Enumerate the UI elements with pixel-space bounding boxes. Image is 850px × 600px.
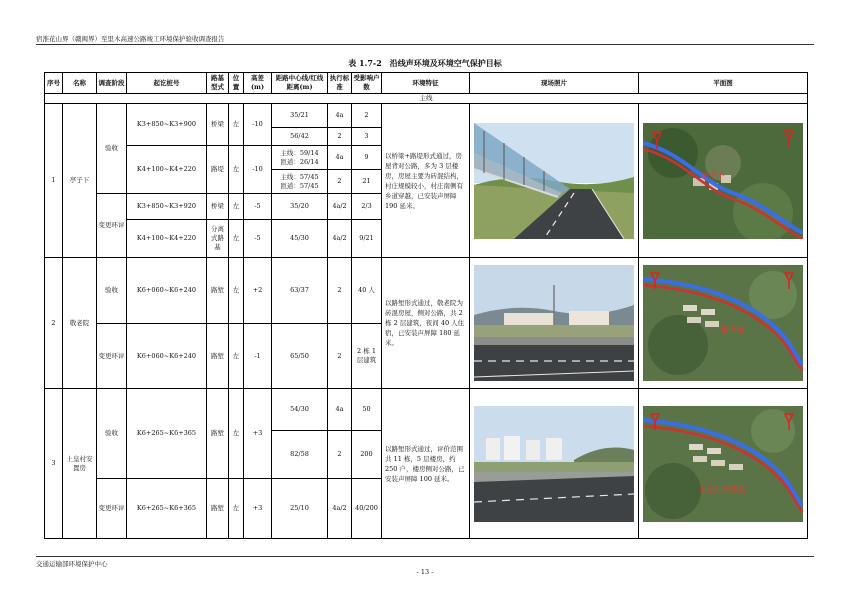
cell-standard: 2: [328, 431, 352, 479]
cell-distance: 63/37: [272, 258, 328, 324]
cell-standard: 4a: [328, 146, 352, 170]
cell-chainage: K6+265~K6+365: [127, 389, 207, 479]
site-plan-map: [643, 123, 803, 239]
cell-households: 40/200: [352, 479, 382, 539]
cell-standard: 2: [328, 324, 352, 389]
cell-standard: 4a/2: [328, 194, 352, 220]
cell-photo: [470, 389, 639, 539]
cell-stage: 变更环评: [97, 324, 127, 389]
map-label: 敬老院: [721, 326, 745, 335]
col-header: 高差(m): [244, 73, 272, 94]
cell-chainage: K4+100~K4+220: [127, 146, 207, 194]
cell-map: [639, 258, 808, 389]
cell-side: 左: [229, 194, 244, 220]
cell-description: 以桥梁+路堤形式通过，房屋背对公路，多为 3 层楼房，房屋主要为砖混结构，村庄规模较小，村庄南侧有乡道穿越，已安装声屏障 190 延米。: [382, 104, 470, 258]
cell-distance: 54/30: [272, 389, 328, 431]
cell-households: 2 栋 1 层建筑: [352, 324, 382, 389]
col-header: 序号: [45, 73, 63, 94]
cell-description: 以路堑形式通过，敬老院为砖混房屋，侧对公路，共 2 栋 2 层建筑，夜间 40 人住宿，已安装声屏障 180 延米。: [382, 258, 470, 389]
cell-map: [639, 389, 808, 539]
cell-stage: 变更环评: [97, 479, 127, 539]
cell-roadbed: 路堑: [207, 389, 229, 479]
col-header: 名称: [63, 73, 97, 94]
cell-side: 左: [229, 220, 244, 258]
cell-roadbed: 路堤: [207, 146, 229, 194]
footer-rule: [36, 556, 814, 557]
cell-chainage: K6+060~K6+240: [127, 258, 207, 324]
cell-standard: 4a/2: [328, 220, 352, 258]
col-header: 执行标准: [328, 73, 352, 94]
header-rule: [36, 44, 814, 45]
cell-roadbed: 分离式路基: [207, 220, 229, 258]
cell-roadbed: 桥梁: [207, 194, 229, 220]
cell-standard: 4a: [328, 389, 352, 431]
cell-map: [639, 104, 808, 258]
map-label: 亭子下: [701, 170, 725, 180]
cell-photo: [470, 104, 639, 258]
header-row: [45, 73, 808, 94]
cell-height: -5: [244, 220, 272, 258]
table-row: [45, 104, 808, 128]
map-label: 上皇村安置房: [699, 484, 747, 494]
cell-distance: 56/42: [272, 128, 328, 146]
cell-height: -10: [244, 146, 272, 194]
cell-households: 2: [352, 104, 382, 128]
col-header: 距路中心线/红线距离(m): [272, 73, 328, 94]
cell-name: 上皇村安置房: [63, 389, 97, 539]
cell-chainage: K6+265~K6+365: [127, 479, 207, 539]
cell-households: 3: [352, 128, 382, 146]
cell-distance: 65/50: [272, 324, 328, 389]
col-header: 调查阶段: [97, 73, 127, 94]
cell-side: 左: [229, 479, 244, 539]
page-number: - 13 -: [416, 568, 434, 576]
cell-roadbed: 路堑: [207, 479, 229, 539]
table-row: [45, 389, 808, 431]
cell-photo: [470, 258, 639, 389]
protection-targets-table: [44, 72, 808, 539]
section-row: [45, 94, 808, 104]
cell-roadbed: 路堑: [207, 258, 229, 324]
cell-distance: 35/20: [272, 194, 328, 220]
page-footer: 交通运输部环境保护中心: [36, 560, 108, 568]
site-photo: [474, 123, 634, 239]
cell-chainage: K4+100~K4+220: [127, 220, 207, 258]
cell-no: 2: [45, 258, 63, 389]
table-row: [45, 258, 808, 324]
cell-side: 左: [229, 324, 244, 389]
cell-households: 50: [352, 389, 382, 431]
cell-name: 敬老院: [63, 258, 97, 389]
cell-height: +3: [244, 479, 272, 539]
cell-stage: 验收: [97, 258, 127, 324]
cell-chainage: K3+850~K3+900: [127, 104, 207, 146]
site-photo: [474, 406, 634, 522]
cell-households: 21: [352, 170, 382, 194]
cell-stage: 验收: [97, 389, 127, 479]
cell-distance: 82/58: [272, 431, 328, 479]
cell-height: -10: [244, 104, 272, 146]
cell-distance: 45/30: [272, 220, 328, 258]
col-header: 路基型式: [207, 73, 229, 94]
cell-chainage: K6+060~K6+240: [127, 324, 207, 389]
cell-stage: 变更环评: [97, 194, 127, 258]
cell-standard: 4a/2: [328, 479, 352, 539]
cell-standard: 2: [328, 170, 352, 194]
col-header: 现场照片: [470, 73, 639, 94]
cell-height: -1: [244, 324, 272, 389]
cell-households: 200: [352, 431, 382, 479]
cell-standard: 4a: [328, 104, 352, 128]
cell-height: -5: [244, 194, 272, 220]
site-plan-map: [643, 406, 803, 522]
cell-stage: 验收: [97, 104, 127, 194]
cell-name: 亭子下: [63, 104, 97, 258]
cell-no: 1: [45, 104, 63, 258]
site-photo: [474, 265, 634, 381]
cell-side: 左: [229, 146, 244, 194]
section-label: 主线: [45, 94, 808, 104]
cell-standard: 2: [328, 128, 352, 146]
cell-description: 以路堑形式通过，评价范围共 11 栋，5 层楼房，约 250 户，楼房侧对公路，已安装声屏障 100 延米。: [382, 389, 470, 539]
cell-distance: 25/10: [272, 479, 328, 539]
cell-side: 左: [229, 104, 244, 146]
col-header: 平面图: [639, 73, 808, 94]
cell-distance: 35/21: [272, 104, 328, 128]
col-header: 受影响户数: [352, 73, 382, 94]
site-plan-map: [643, 265, 803, 381]
table-title: 表 1.7-2 沿线声环境及环境空气保护目标: [348, 58, 502, 68]
cell-roadbed: 桥梁: [207, 104, 229, 146]
cell-height: +3: [244, 389, 272, 479]
cell-standard: 2: [328, 258, 352, 324]
col-header: 起讫桩号: [127, 73, 207, 94]
cell-roadbed: 路堑: [207, 324, 229, 389]
cell-households: 9/21: [352, 220, 382, 258]
cell-side: 左: [229, 389, 244, 479]
cell-side: 左: [229, 258, 244, 324]
cell-chainage: K3+850~K3+920: [127, 194, 207, 220]
cell-distance: 主线：57/45 匝道：57/45: [272, 170, 328, 194]
cell-households: 40 人: [352, 258, 382, 324]
cell-distance: 主线：59/14 匝道：26/14: [272, 146, 328, 170]
cell-households: 2/3: [352, 194, 382, 220]
cell-no: 3: [45, 389, 63, 539]
page-header: 宿淮花山界（赣闽界）至里木高速公路竣工环境保护验收调查报告: [36, 35, 225, 43]
col-header: 位置: [229, 73, 244, 94]
cell-households: 9: [352, 146, 382, 170]
cell-height: +2: [244, 258, 272, 324]
col-header: 环境特征: [382, 73, 470, 94]
